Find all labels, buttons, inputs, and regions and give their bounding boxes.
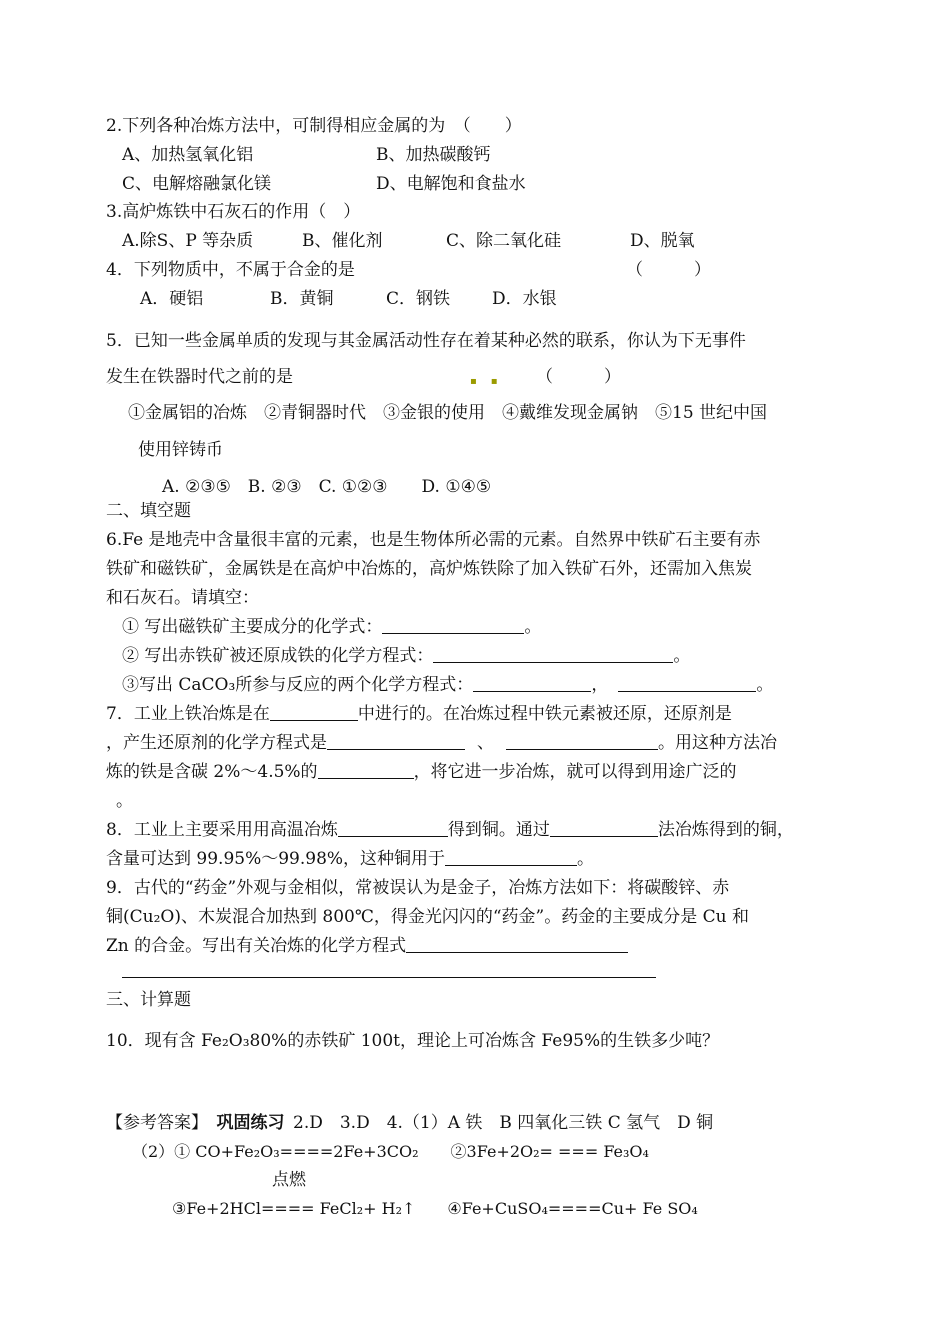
q7-text3: ，产生还原剂的化学方程式是 <box>106 733 327 753</box>
q9-line2: 铜(Cu₂O)、木炭混合加热到 800℃，得金光闪闪的“药金”。药金的主要成分是 Cu 和 <box>106 907 749 927</box>
q4-option-d: D．水银 <box>492 289 557 309</box>
q9-blank1[interactable] <box>406 936 628 953</box>
q6-line2: 铁矿和磁铁矿，金属铁是在高炉中冶炼的，高炉炼铁除了加入铁矿石外，还需加入焦炭 <box>106 559 752 579</box>
q8-blank1[interactable] <box>338 820 448 837</box>
q2-option-d: D、电解饱和食盐水 <box>376 174 526 194</box>
q7-text4: 、 <box>477 733 494 753</box>
q6-line3: 和石灰石。请填空： <box>106 588 259 608</box>
q4-stem: 4．下列物质中，不属于合金的是 <box>106 260 355 280</box>
q10-stem: 10．现有含 Fe₂O₃80%的赤铁矿 100t，理论上可冶炼含 Fe95%的生铁多少吨？ <box>106 1031 720 1051</box>
q6-sub2-blank[interactable] <box>433 646 673 663</box>
q2-stem: 2.下列各种冶炼方法中，可制得相应金属的为 （ ） <box>106 116 522 136</box>
q8-blank2[interactable] <box>550 820 658 837</box>
q6-sub3-blank1[interactable] <box>473 675 591 692</box>
q7-line2 <box>106 732 777 754</box>
q9-line1: 9．古代的“药金”外观与金相似，常被误认为是金子，冶炼方法如下：将碳酸锌、赤 <box>106 878 730 898</box>
q2-option-a: A、加热氢氧化铝 <box>122 145 254 165</box>
q3-option-c: C、除二氧化硅 <box>446 231 562 251</box>
q8-line1 <box>106 819 794 841</box>
q9-blank2[interactable] <box>122 977 656 978</box>
q6-sub3 <box>122 674 773 696</box>
q7-text5: 。用这种方法冶 <box>658 733 777 753</box>
answers-line3: ③Fe+2HCl==== FeCl₂+ H₂↑ ④Fe+CuSO₄====Cu+ Fe SO₄ <box>172 1199 698 1218</box>
q8-text4: 含量可达到 99.95%～99.98%，这种铜用于 <box>106 849 446 869</box>
q7-line1 <box>106 703 732 725</box>
q7-text6: 炼的铁是含碳 2%～4.5%的 <box>106 762 318 782</box>
q7-blank-furnace[interactable] <box>270 704 358 721</box>
q5-line1: 5．已知一些金属单质的发现与其金属活动性存在着某种必然的联系，你认为下无事件 <box>106 331 746 351</box>
q6-sub1-period: 。 <box>524 617 542 637</box>
q4-option-b: B．黄铜 <box>270 289 334 309</box>
q7-line3 <box>106 761 737 783</box>
q4-option-c: C．钢铁 <box>386 289 451 309</box>
q6-line1: 6.Fe 是地壳中含量很丰富的元素，也是生物体所必需的元素。自然界中铁矿石主要有赤 <box>106 530 761 550</box>
q5-line2: 发生在铁器时代之前的是 <box>106 367 293 387</box>
q6-sub1-blank[interactable] <box>382 617 524 634</box>
q7-blank-iron[interactable] <box>318 762 414 779</box>
answers-label: 【参考答案】 <box>106 1113 208 1133</box>
q6-sub2-text: ② 写出赤铁矿被还原成铁的化学方程式： <box>122 646 434 666</box>
q6-sub1-text: ① 写出磁铁矿主要成分的化学式： <box>122 617 383 637</box>
q7-text1: 7．工业上铁冶炼是在 <box>106 704 270 724</box>
q8-line2 <box>106 848 594 870</box>
q6-sub2-period: 。 <box>673 646 691 666</box>
section-calculation: 三、计算题 <box>106 990 191 1010</box>
q3-option-b: B、催化剂 <box>302 231 383 251</box>
q5-items-line1: ①金属铝的冶炼 ②青铜器时代 ③金银的使用 ④戴维发现金属钠 ⑤15 世纪中国 <box>128 403 768 423</box>
q3-stem: 3.高炉炼铁中石灰石的作用（ ） <box>106 202 361 222</box>
q9-line3 <box>106 935 628 957</box>
section-fill-in: 二、填空题 <box>106 501 191 521</box>
q7-text2: 中进行的。在冶炼过程中铁元素被还原，还原剂是 <box>357 704 732 724</box>
q8-blank3[interactable] <box>445 849 577 866</box>
q6-sub3-comma: ， <box>591 675 609 695</box>
q8-text5: 。 <box>577 849 595 869</box>
q8-text3: 法冶炼得到的铜， <box>657 820 794 840</box>
q4-bracket: （ ） <box>626 260 711 280</box>
q6-sub3-blank2[interactable] <box>618 675 756 692</box>
q4-option-a: A．硬铝 <box>140 289 204 309</box>
emphasis-dots: ▪▪ <box>470 376 512 387</box>
q6-sub1 <box>122 616 541 638</box>
q6-sub2 <box>122 645 690 667</box>
q7-text7: ，将它进一步冶炼，就可以得到用途广泛的 <box>413 762 737 782</box>
answers-text1: 2.D 3.D 4.（1）A 铁 B 四氧化三铁 C 氢气 D 铜 <box>293 1113 714 1133</box>
q5-options: A. ②③⑤ B. ②③ C. ①②③ D. ①④⑤ <box>162 477 492 497</box>
q6-sub3-period: 。 <box>756 675 774 695</box>
answers-line2: （2）① CO+Fe₂O₃====2Fe+3CO₂ ②3Fe+2O₂= === Fe₃O₄ <box>132 1142 649 1161</box>
answers-line1 <box>106 1112 713 1134</box>
q9-text3: Zn 的合金。写出有关冶炼的化学方程式 <box>106 936 407 956</box>
q8-text2: 得到铜。通过 <box>447 820 550 840</box>
q2-option-b: B、加热碳酸钙 <box>376 145 491 165</box>
q3-option-d: D、脱氧 <box>630 231 695 251</box>
q7-line4: 。 <box>116 791 133 811</box>
q5-items-line2: 使用锌铸币 <box>138 440 223 460</box>
q3-option-a: A.除S、P 等杂质 <box>122 231 254 251</box>
q6-sub3-text: ③写出 CaCO₃所参与反应的两个化学方程式： <box>122 675 474 695</box>
q8-text1: 8．工业上主要采用用高温冶炼 <box>106 820 338 840</box>
q2-option-c: C、电解熔融氯化镁 <box>122 174 272 194</box>
q7-blank-eq2[interactable] <box>506 733 658 750</box>
answers-label2: 巩固练习 <box>216 1113 285 1133</box>
answers-ignite: 点燃 <box>272 1170 306 1190</box>
q7-blank-eq1[interactable] <box>327 733 465 750</box>
q5-bracket: （ ） <box>536 367 621 387</box>
